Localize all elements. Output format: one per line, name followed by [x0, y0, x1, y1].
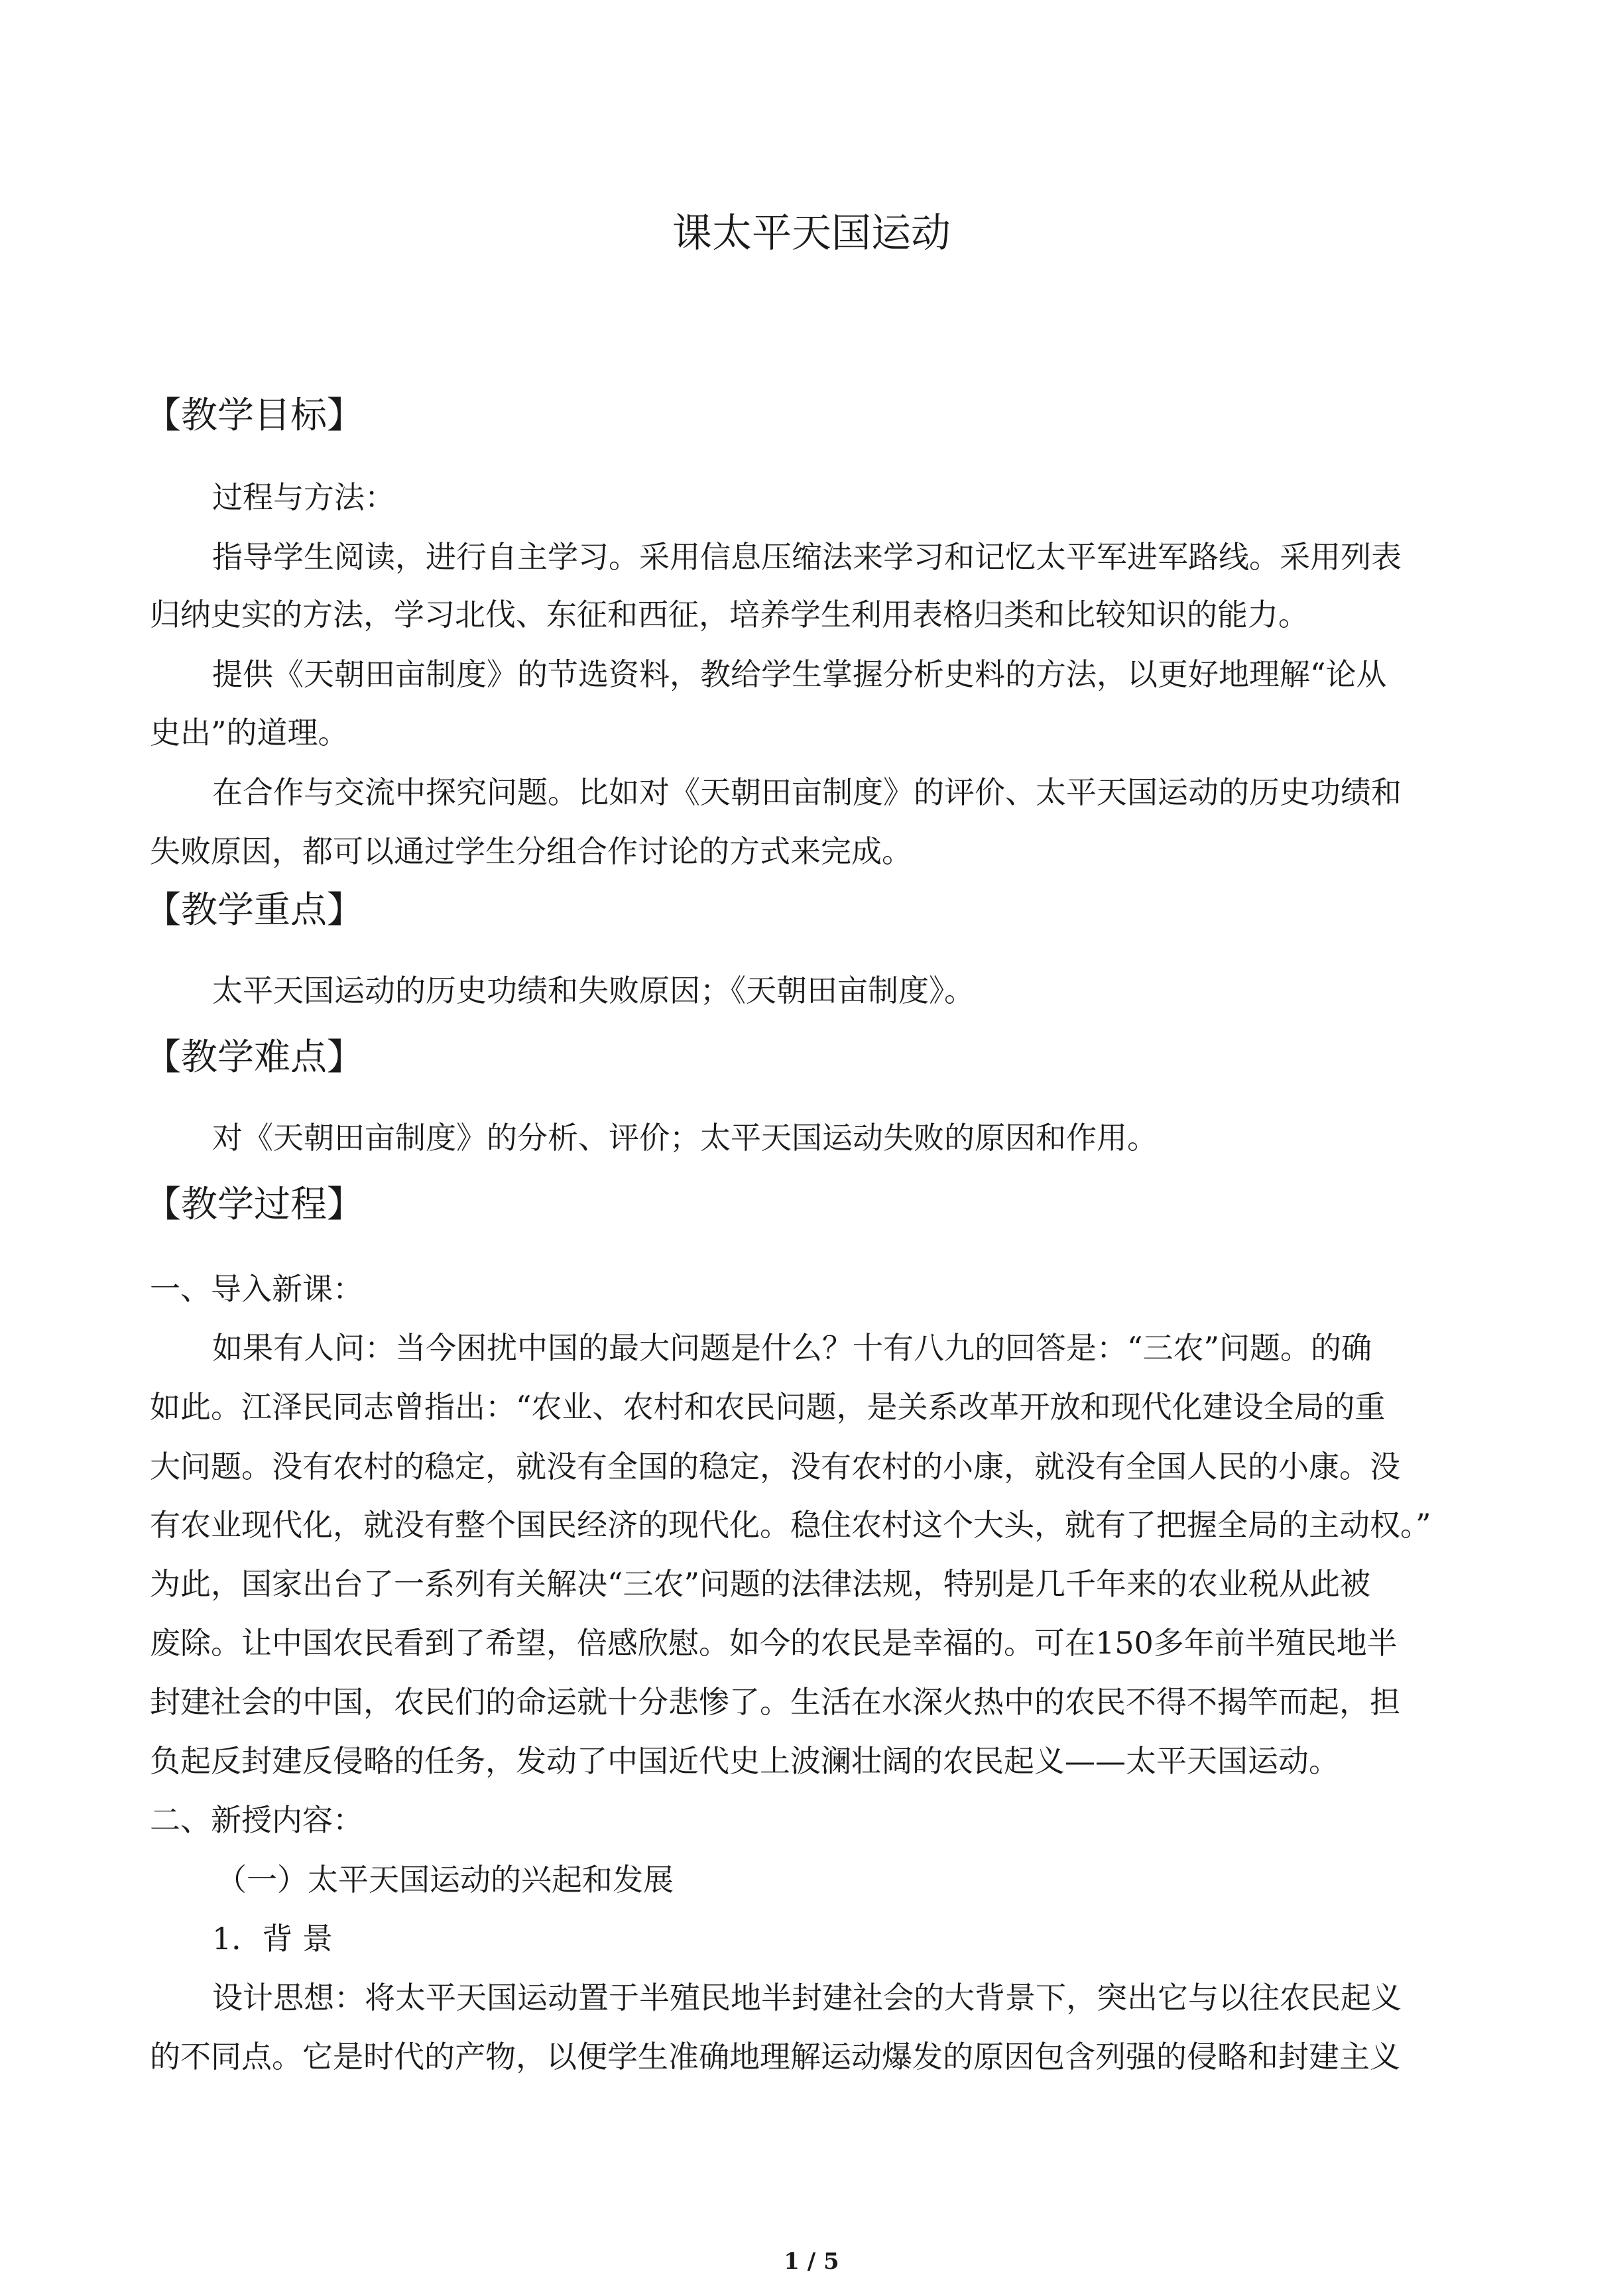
paragraph-line: 封建社会的中国，农民们的命运就十分悲惨了。生活在水深火热中的农民不得不揭竿而起，担	[150, 1684, 1400, 1720]
paragraph-line: 为此，国家出台了一系列有关解决“三农”问题的法律法规，特别是几千年来的农业税从此被	[150, 1566, 1371, 1602]
paragraph-line: 大问题。没有农村的稳定，就没有全国的稳定，没有农村的小康，就没有全国人民的小康。没	[150, 1449, 1400, 1484]
new-content-label: 二、新授内容：	[150, 1802, 363, 1838]
process-label: 过程与方法：	[212, 479, 395, 515]
paragraph-line: 设计思想：将太平天国运动置于半殖民地半封建社会的大背景下，突出它与以往农民起义	[212, 1980, 1402, 2016]
paragraph-line: 在合作与交流中探究问题。比如对《天朝田亩制度》的评价、太平天国运动的历史功绩和	[212, 774, 1402, 810]
paragraph-line: 提供《天朝田亩制度》的节选资料，教给学生掌握分析史料的方法，以更好地理解“论从	[212, 656, 1387, 692]
heading-objectives: 【教学目标】	[145, 394, 364, 436]
difficulties-text: 对《天朝田亩制度》的分析、评价；太平天国运动失败的原因和作用。	[212, 1120, 1158, 1156]
paragraph-line: 负起反封建反侵略的任务，发动了中国近代史上波澜壮阔的农民起义——太平天国运动。	[150, 1743, 1339, 1779]
paragraph-line: 如此。江泽民同志曾指出：“农业、农村和农民问题，是关系改革开放和现代化建设全局的重	[150, 1389, 1386, 1425]
key-points-text: 太平天国运动的历史功绩和失败原因；《天朝田亩制度》。	[212, 973, 975, 1008]
paragraph-line: 的不同点。它是时代的产物，以便学生准确地理解运动爆发的原因包含列强的侵略和封建主义	[150, 2039, 1400, 2075]
heading-process: 【教学过程】	[145, 1183, 364, 1225]
paragraph-line: 指导学生阅读，进行自主学习。采用信息压缩法来学习和记忆太平军进军路线。采用列表	[212, 539, 1402, 575]
paragraph-line: 有农业现代化，就没有整个国民经济的现代化。稳住农村这个大头，就有了把握全局的主动权。”	[150, 1507, 1431, 1543]
document-title: 课太平天国运动	[672, 210, 951, 257]
page-number: 1 / 5	[784, 2248, 839, 2275]
heading-key-points: 【教学重点】	[145, 888, 364, 931]
paragraph-line: 废除。让中国农民看到了希望，倍感欣慰。如今的农民是幸福的。可在150多年前半殖民地半	[150, 1625, 1398, 1661]
paragraph-line: 失败原因，都可以通过学生分组合作讨论的方式来完成。	[150, 833, 912, 869]
paragraph-line: 史出”的道理。	[150, 715, 349, 751]
subsection-heading: （一）太平天国运动的兴起和发展	[216, 1862, 674, 1898]
heading-difficulties: 【教学难点】	[145, 1036, 364, 1078]
subsection-item: 1．背 景	[212, 1921, 333, 1957]
intro-label: 一、导入新课：	[150, 1271, 363, 1307]
paragraph-line: 归纳史实的方法，学习北伐、东征和西征，培养学生利用表格归类和比较知识的能力。	[150, 597, 1309, 633]
paragraph-line: 如果有人问：当今困扰中国的最大问题是什么？十有八九的回答是：“三农”问题。的确	[212, 1330, 1372, 1366]
